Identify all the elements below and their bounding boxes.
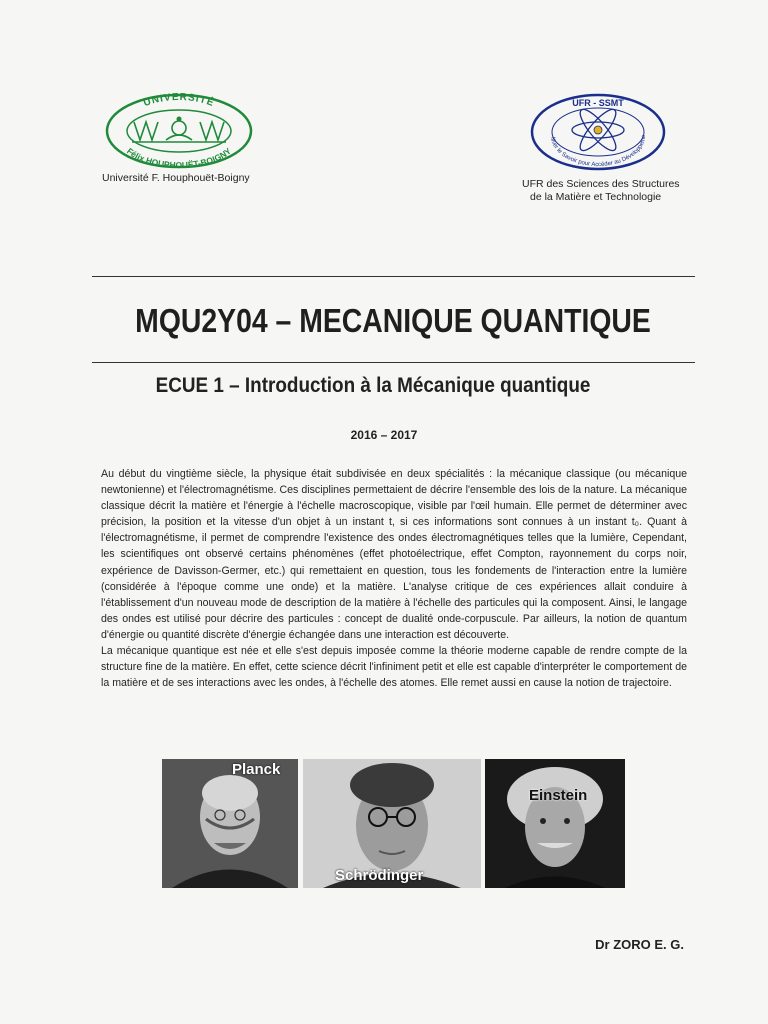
schrodinger-label: Schrödinger [335,867,424,884]
title-rule-bottom [92,362,695,363]
schrodinger-photo [303,759,481,888]
svg-text:Félix HOUPHOUËT-BOIGNY [125,146,233,170]
intro-text [101,466,687,691]
einstein-photo [485,759,625,888]
logo-top-text: UFR - SSMT [572,98,624,108]
author-signature: Dr ZORO E. G. [595,937,684,952]
title-rule-top [92,276,695,277]
university-logo [104,92,254,170]
university-caption: Université F. Houphouët-Boigny [102,172,250,184]
planck-photo [162,759,298,888]
einstein-label: Einstein [529,787,588,804]
svg-text:UNIVERSITÉ [142,92,217,109]
intro-paragraph-1: Au début du vingtième siècle, la physique était subdivisée en deux spécialités : la mécanique classique (ou mécanique newtonienne) et l'électromagnétisme. Ces disciplines permettaient de décrire l'ensemble des lois de la nature. La mécanique classique décrit la matière et l'énergie à l'échelle macroscopique, visible par l'œil humain. Elle permet de déterminer avec précision, la position et la vitesse d'un objet à un instant t, si ces informations sont connues à un instant t₀. Quant à l'électromagnétisme, il permet de comprendre l'existence des ondes électromagnétiques telles que la lumière, Cependant, les scientifiques ont observé certains phénomènes (effet photoélectrique, effet Compton, rayonnement du corps noir, expérience de Davisson-Germer, etc.) qui remettaient en question, tous les fondements de l'interaction entre la lumière (considérée à l'époque comme une onde) et la matière. L'analyse critique de ces expériences allait conduire à l'établissement d'un nouveau mode de description de la matière à l'échelle des particules qui la composent. Ainsi, le langage des ondes est utilisé pour décrire des particules : concept de dualité onde-corpuscule. Par ailleurs, la notion de quantum d'énergie ou quantité discrète d'énergie échangée dans une interaction est découverte. [101,468,687,641]
logo-arc-text: UNIVERSITÉ [142,92,216,110]
ufr-caption-line2: de la Matière et Technologie [530,191,662,203]
logo-motto-text: ltiver le Savoir pour Accéder au Développeme [549,134,648,169]
ufr-caption [522,178,680,204]
ufr-logo [529,92,667,172]
course-subtitle: ECUE 1 – Introduction à la Mécanique quantique [155,374,591,397]
intro-paragraph-2: La mécanique quantique est née et elle s'est depuis imposée comme la théorie moderne capable de rendre compte de la structure fine de la matière. En effet, cette science décrit l'infiniment petit et elle est capable d'interpréter le comportement de la matière et de ses interactions avec les ondes, à l'échelle des atomes. Elle remet aussi en cause la notion de trajectoire. [101,645,687,690]
logo-bottom-text: Félix HOUPHOUËT-BOIGNY [125,145,233,170]
page-title: MQU2Y04 – MECANIQUE QUANTIQUE [135,302,651,339]
academic-year: 2016 – 2017 [350,428,418,442]
ufr-caption-line1: UFR des Sciences des Structures [522,178,680,190]
planck-label: Planck [232,761,281,778]
